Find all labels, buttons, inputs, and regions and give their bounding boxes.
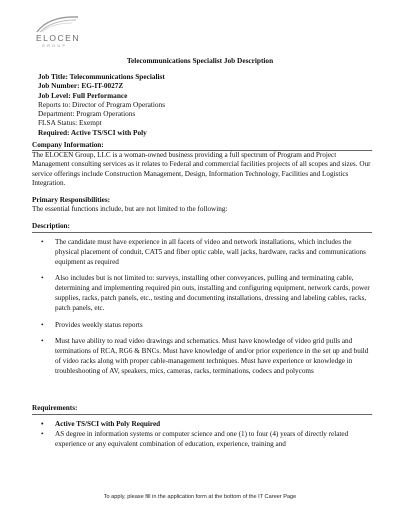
responsibilities-text: The essential functions include, but are not limited to the following: bbox=[32, 205, 228, 213]
list-item: • AS degree in information systems or computer science and one (1) to four (4) years of directly related experience or any equivalent combination of education, experience, training and bbox=[41, 429, 349, 448]
divider bbox=[32, 232, 372, 233]
logo-subtitle: GROUP bbox=[42, 44, 68, 48]
job-title: Job Title: Telecommunications Specialist bbox=[38, 72, 165, 81]
company-info-text: The ELOCEN Group, LLC is a woman-owned business providing a full spectrum of Program and Project Management consulting services as it relates to Federal and commercial facilities projects of all scopes and sizes. Our service offerings include Construction Management, Design, Information Technology, Facilities and Logistics Integration. bbox=[32, 151, 371, 188]
requirements-list bbox=[32, 420, 372, 449]
list-item: • The candidate must have experience in all facets of video and network installations, which includes the physical placement of conduit, CAT5 and fiber optic cable, wall jacks, hardware, racks and communications equipment as required bbox=[41, 238, 366, 266]
flsa-status: FLSA Status: Exempt bbox=[38, 118, 102, 128]
logo-name: ELOCEN bbox=[36, 33, 80, 43]
requirements-heading: Requirements: bbox=[32, 404, 78, 412]
list-item: • Provides weekly status reports bbox=[41, 320, 143, 329]
job-level: Job Level: Full Performance bbox=[38, 90, 128, 100]
department: Department: Program Operations bbox=[38, 109, 136, 119]
list-item: • Also includes but is not limited to: surveys, installing other conveyances, pulling and terminating cable, determining and implementing required pin outs, installing and configuring equipment, network cards, power supplies, racks, patch panels, etc., testing and documenting installations, dressing and labeling cables, racks, patch panels, etc. bbox=[41, 274, 370, 312]
list-item: • Active TS/SCI with Poly Required bbox=[41, 420, 161, 428]
divider bbox=[32, 414, 372, 415]
apply-footer: To apply, please fill in the application form at the bottom of the IT Career Page bbox=[103, 494, 297, 500]
clearance-required: Required: Active TS/SCI with Poly bbox=[38, 127, 147, 137]
reports-to: Reports to: Director of Program Operations bbox=[38, 99, 166, 109]
responsibilities-heading: Primary Responsibilities: bbox=[32, 196, 111, 204]
job-meta bbox=[38, 72, 165, 137]
list-item: • Must have ability to read video drawings and schematics. Must have knowledge of video grid pulls and terminations of RCA, RG6 & BNCs. Must have knowledge of and/or prior experience in the set up and build of video racks along with proper cable-management techniques. Must have experience or knowledge in troubleshooting of AV, speakers, mics, cameras, racks, terminations, codecs and polycoms bbox=[41, 337, 369, 375]
description-list bbox=[32, 238, 372, 377]
logo-swoosh-icon bbox=[34, 14, 84, 34]
job-number: Job Number: EG-IT-0027Z bbox=[38, 81, 124, 91]
description-heading: Description: bbox=[32, 222, 70, 230]
company-logo bbox=[34, 14, 84, 48]
company-info-heading: Company Information: bbox=[32, 141, 104, 149]
document-title: Telecommunications Specialist Job Description bbox=[126, 56, 274, 65]
